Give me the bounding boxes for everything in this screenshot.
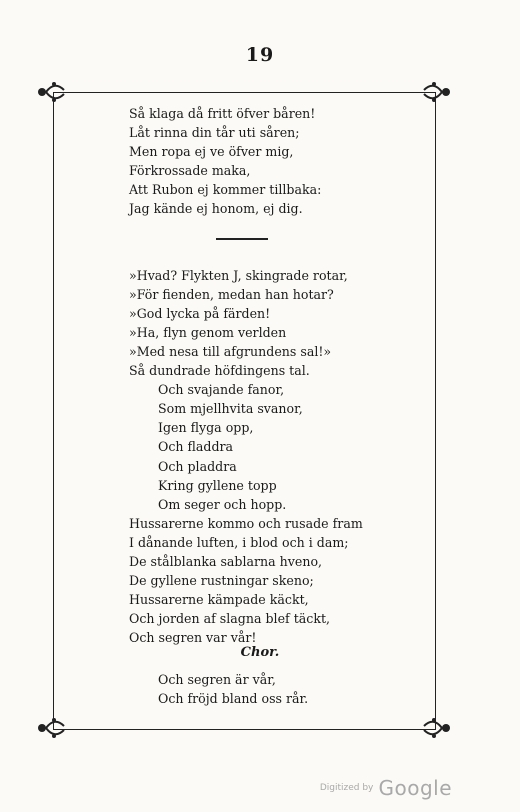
poem-line: De stålblanka sablarna hveno, xyxy=(129,553,323,569)
poem-line: Och svajande fanor, xyxy=(158,382,285,398)
poem-line: Så dundrade höfdingens tal. xyxy=(129,363,310,379)
poem-line: »Ha, flyn genom verlden xyxy=(129,324,287,340)
poem-line: Kring gyllene topp xyxy=(158,477,277,493)
google-logo: Google xyxy=(378,776,452,800)
stanza-gap xyxy=(129,219,429,266)
chorus-heading: Chor. xyxy=(240,645,280,660)
digitized-watermark xyxy=(320,776,452,800)
poem-text xyxy=(129,104,429,647)
poem-line: Så klaga då fritt öfver båren! xyxy=(129,106,316,121)
corner-ornament-icon xyxy=(414,714,454,742)
poem-line: Låt rinna din tår uti såren; xyxy=(129,125,300,141)
stanza-divider xyxy=(216,238,268,240)
poem-line: I dånande luften, i blod och i dam; xyxy=(129,534,349,550)
poem-line: Men ropa ej ve öfver mig, xyxy=(129,144,294,160)
chorus-text xyxy=(158,670,308,708)
poem-line: »Med nesa till afgrundens sal!» xyxy=(129,343,332,359)
chorus-line: Och segren är vår, xyxy=(158,672,276,687)
poem-line: Förkrossade maka, xyxy=(129,163,251,179)
poem-line: Att Rubon ej kommer tillbaka: xyxy=(129,182,322,198)
corner-ornament-icon xyxy=(34,78,74,106)
poem-line: Och fladdra xyxy=(158,439,234,455)
poem-line: Igen flyga opp, xyxy=(158,420,254,436)
poem-line: »För fienden, medan han hotar? xyxy=(129,286,334,302)
poem-line: Hussarerne kämpade käckt, xyxy=(129,592,309,608)
chorus-line: Och fröjd bland oss rår. xyxy=(158,691,309,707)
poem-line: Och segren var vår! xyxy=(129,630,257,646)
poem-line: Och jorden af slagna blef täckt, xyxy=(129,611,331,627)
poem-line: Jag kände ej honom, ej dig. xyxy=(129,201,303,217)
poem-line: De gyllene rustningar skeno; xyxy=(129,573,314,589)
poem-line: »God lycka på färden! xyxy=(129,305,271,321)
poem-line: »Hvad? Flykten J, skingrade rotar, xyxy=(129,267,348,283)
corner-ornament-icon xyxy=(34,714,74,742)
poem-line: Om seger och hopp. xyxy=(158,496,287,512)
page-number: 19 xyxy=(245,44,275,66)
poem-line: Hussarerne kommo och rusade fram xyxy=(129,515,363,531)
stanza-2 xyxy=(129,266,429,648)
poem-line: Som mjellhvita svanor, xyxy=(158,401,303,417)
corner-ornament-icon xyxy=(414,78,454,106)
poem-line: Och pladdra xyxy=(158,458,237,474)
stanza-1 xyxy=(129,104,429,219)
watermark-prefix: Digitized by xyxy=(319,783,374,793)
